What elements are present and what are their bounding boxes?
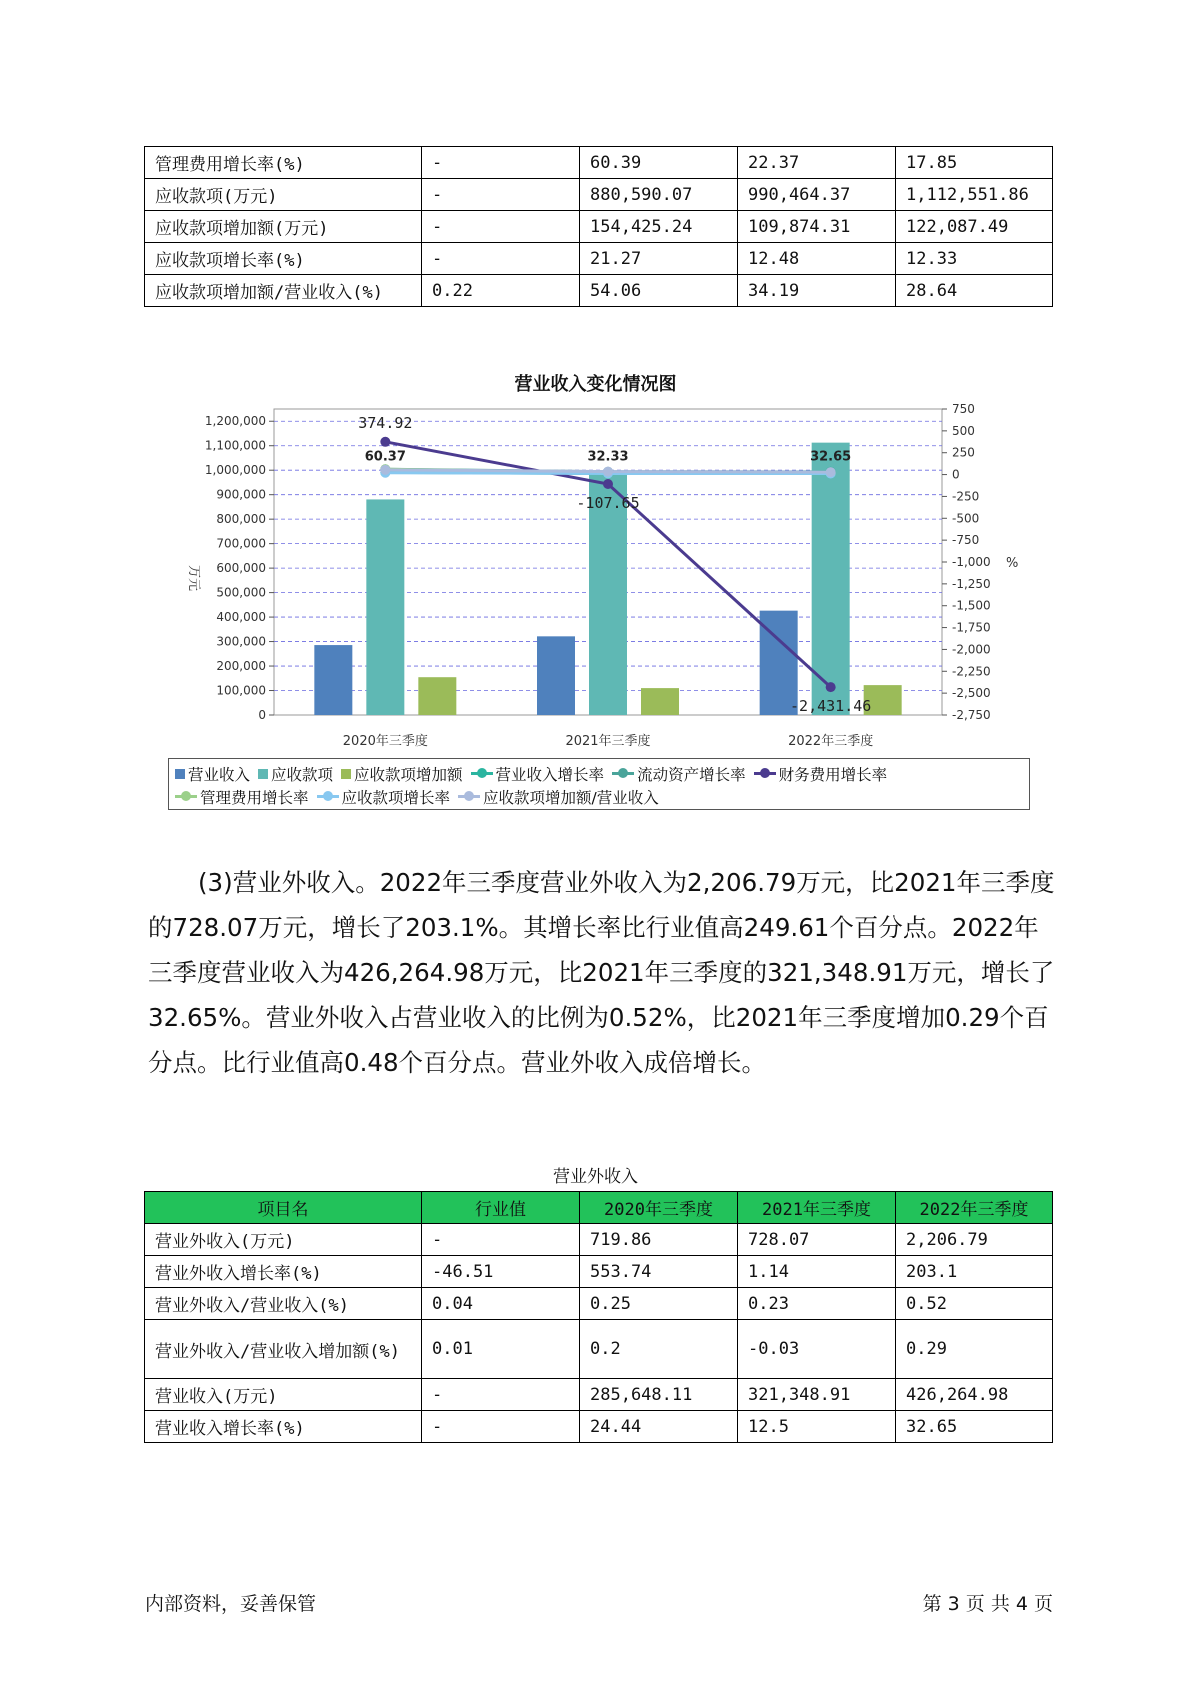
- value-cell: 990,464.37: [738, 179, 896, 211]
- value-cell: 54.06: [580, 275, 738, 307]
- value-cell: 0.23: [738, 1288, 896, 1320]
- value-cell: 321,348.91: [738, 1379, 896, 1411]
- legend-swatch: [258, 769, 268, 779]
- legend-item: [175, 786, 309, 808]
- legend-label: 管理费用增长率: [200, 788, 309, 807]
- bar-应收款项增加额: [641, 688, 679, 715]
- y-tick-label: 100,000: [216, 683, 266, 698]
- value-cell: -0.03: [738, 1320, 896, 1379]
- column-header: 项目名: [145, 1192, 422, 1224]
- value-cell: 60.39: [580, 147, 738, 179]
- legend-item: [258, 763, 333, 785]
- x-tick-label: 2022年三季度: [788, 734, 874, 749]
- row-label-cell: 营业外收入/营业收入(%): [145, 1288, 422, 1320]
- y2-tick-label: -2,750: [952, 708, 991, 722]
- value-cell: 426,264.98: [896, 1379, 1053, 1411]
- y2-tick-label: 250: [952, 445, 975, 460]
- table-2-caption: 营业外收入: [553, 1167, 638, 1187]
- y2-tick-label: -2,500: [952, 686, 991, 701]
- y-axis-label: 万元: [186, 565, 201, 592]
- value-cell: -: [422, 147, 580, 179]
- value-cell: -: [422, 243, 580, 275]
- value-cell: 2,206.79: [896, 1224, 1053, 1256]
- x-tick-label: 2021年三季度: [565, 734, 651, 749]
- value-cell: 0.04: [422, 1288, 580, 1320]
- data-label: -2,431.46: [790, 697, 872, 716]
- y-tick-label: 500,000: [216, 585, 266, 600]
- data-label: -107.65: [576, 493, 640, 512]
- legend-label: 营业收入增长率: [495, 765, 605, 784]
- legend-item: [458, 786, 659, 808]
- bar-应收款项: [366, 499, 404, 715]
- y2-tick-label: -1,500: [952, 598, 991, 613]
- value-cell: 12.5: [738, 1411, 896, 1443]
- y-tick-label: 0: [258, 708, 266, 722]
- legend-label: 应收款项增加额: [354, 765, 463, 784]
- value-cell: -: [422, 211, 580, 243]
- chart-title: 营业收入变化情况图: [514, 374, 677, 395]
- legend-label: 流动资产增长率: [637, 765, 746, 784]
- y2-tick-label: -2,250: [952, 664, 991, 679]
- y-tick-label: 1,100,000: [204, 438, 266, 453]
- paragraph-text: (3)营业外收入。2022年三季度营业外收入为2,206.79万元，比2021年三季度的728.07万元，增长了203.1%。其增长率比行业值高249.61个百分点。2022年三季度营业收入为426,264.98万元，比2021年三季度的321,348.91万元，增长了32.65%。营业外收入占营业收入的比例为0.52%，比2021年三季度增加0.29个百分点。比行业值高0.48个百分点。营业外收入成倍增长。: [148, 868, 1055, 1077]
- value-cell: -46.51: [422, 1256, 580, 1288]
- legend-swatch: [471, 772, 493, 775]
- value-cell: 719.86: [580, 1224, 738, 1256]
- y2-tick-label: -750: [952, 533, 980, 548]
- row-label-cell: 营业收入(万元): [145, 1379, 422, 1411]
- value-cell: 154,425.24: [580, 211, 738, 243]
- row-label-cell: 应收款项增长率(%): [145, 243, 422, 275]
- value-cell: 12.48: [738, 243, 896, 275]
- value-cell: 203.1: [896, 1256, 1053, 1288]
- point-财务费用增长率: [603, 479, 613, 489]
- table-row: [145, 1224, 1053, 1256]
- row-label-cell: 营业外收入(万元): [145, 1224, 422, 1256]
- financial-table-1: [144, 146, 1053, 307]
- value-cell: 1,112,551.86: [896, 179, 1053, 211]
- value-cell: 109,874.31: [738, 211, 896, 243]
- table-2-header-row: [145, 1192, 1053, 1224]
- financial-table-1-body: [145, 147, 1053, 307]
- legend-swatch: [754, 772, 776, 775]
- y-tick-label: 1,000,000: [204, 463, 266, 478]
- value-cell: 32.65: [896, 1411, 1053, 1443]
- value-cell: 24.44: [580, 1411, 738, 1443]
- legend-item: [754, 763, 888, 785]
- y-tick-label: 400,000: [216, 610, 266, 625]
- column-header: 2021年三季度: [738, 1192, 896, 1224]
- y-tick-label: 600,000: [216, 561, 266, 576]
- y2-tick-label: -1,750: [952, 620, 991, 635]
- row-label-cell: 管理费用增长率(%): [145, 147, 422, 179]
- legend-swatch: [175, 769, 185, 779]
- table-row: [145, 211, 1053, 243]
- legend-item: [341, 763, 463, 785]
- y2-tick-label: 0: [952, 467, 960, 482]
- y-tick-label: 700,000: [216, 536, 266, 551]
- value-cell: 122,087.49: [896, 211, 1053, 243]
- overlap-data-label: 60.37: [364, 449, 406, 465]
- legend-swatch: [612, 772, 634, 775]
- value-cell: 728.07: [738, 1224, 896, 1256]
- value-cell: 1.14: [738, 1256, 896, 1288]
- bar-应收款项增加额: [418, 677, 456, 715]
- value-cell: -: [422, 1224, 580, 1256]
- bar-营业收入: [537, 636, 575, 715]
- column-header: 2022年三季度: [896, 1192, 1053, 1224]
- y2-axis-label: %: [1006, 556, 1019, 571]
- table-row: [145, 1320, 1053, 1379]
- legend-label: 应收款项增长率: [341, 788, 451, 807]
- table-row: [145, 1411, 1053, 1443]
- legend-item: [471, 763, 605, 785]
- value-cell: 17.85: [896, 147, 1053, 179]
- legend-item: [317, 786, 451, 808]
- value-cell: 880,590.07: [580, 179, 738, 211]
- row-label-cell: 应收款项(万元): [145, 179, 422, 211]
- y2-tick-label: -1,250: [952, 576, 991, 591]
- legend-item: [612, 763, 746, 785]
- body-paragraph: [148, 860, 1058, 1085]
- y2-tick-label: -500: [952, 511, 980, 526]
- y-tick-label: 900,000: [216, 487, 266, 502]
- column-header: 行业值: [422, 1192, 580, 1224]
- value-cell: 553.74: [580, 1256, 738, 1288]
- column-header: 2020年三季度: [580, 1192, 738, 1224]
- legend-swatch: [317, 795, 339, 798]
- row-label-cell: 营业外收入增长率(%): [145, 1256, 422, 1288]
- footer-confidential-note: 内部资料，妥善保管: [145, 1593, 317, 1615]
- legend-swatch: [175, 795, 197, 798]
- y-tick-label: 300,000: [216, 634, 266, 649]
- y-tick-label: 1,200,000: [204, 414, 266, 429]
- y2-tick-label: 750: [952, 402, 975, 416]
- footer-page-number: 第 3 页 共 4 页: [922, 1593, 1053, 1615]
- legend-label: 营业收入: [188, 765, 251, 784]
- y2-tick-label: -1,000: [952, 555, 991, 569]
- table-row: [145, 275, 1053, 307]
- value-cell: 12.33: [896, 243, 1053, 275]
- row-label-cell: 应收款项增加额(万元): [145, 211, 422, 243]
- legend-label: 应收款项增加额/营业收入: [483, 788, 659, 807]
- y2-tick-label: -250: [952, 489, 980, 504]
- y2-tick-label: -2,000: [952, 642, 991, 657]
- non-operating-income-table: [144, 1191, 1053, 1443]
- data-label: 374.92: [358, 413, 413, 432]
- value-cell: 0.22: [422, 275, 580, 307]
- value-cell: 0.2: [580, 1320, 738, 1379]
- row-label-cell: 营业外收入/营业收入增加额(%): [145, 1320, 422, 1379]
- legend-swatch: [458, 795, 480, 798]
- value-cell: 34.19: [738, 275, 896, 307]
- point-应收款项增加额/营业收入: [603, 467, 613, 477]
- table-row: [145, 1379, 1053, 1411]
- point-应收款项增加额/营业收入: [826, 467, 836, 477]
- value-cell: 21.27: [580, 243, 738, 275]
- row-label-cell: 应收款项增加额/营业收入(%): [145, 275, 422, 307]
- value-cell: 0.52: [896, 1288, 1053, 1320]
- overlap-data-label: 32.65: [810, 449, 852, 465]
- value-cell: -: [422, 1379, 580, 1411]
- value-cell: 0.29: [896, 1320, 1053, 1379]
- table-2-body: [145, 1224, 1053, 1443]
- value-cell: -: [422, 1411, 580, 1443]
- value-cell: 285,648.11: [580, 1379, 738, 1411]
- table-row: [145, 179, 1053, 211]
- value-cell: 28.64: [896, 275, 1053, 307]
- bar-营业收入: [314, 645, 352, 715]
- legend-row-2: [175, 785, 1023, 808]
- table-row: [145, 1256, 1053, 1288]
- table-row: [145, 147, 1053, 179]
- overlap-data-label: 32.33: [587, 449, 629, 465]
- row-label-cell: 营业收入增长率(%): [145, 1411, 422, 1443]
- value-cell: 22.37: [738, 147, 896, 179]
- point-财务费用增长率: [826, 682, 836, 692]
- table-row: [145, 1288, 1053, 1320]
- legend-label: 财务费用增长率: [778, 765, 888, 784]
- value-cell: 0.25: [580, 1288, 738, 1320]
- legend-swatch: [341, 769, 351, 779]
- y-tick-label: 200,000: [216, 659, 266, 674]
- revenue-chart: [160, 395, 1040, 755]
- legend-label: 应收款项: [271, 765, 334, 784]
- chart-legend: [168, 758, 1030, 810]
- table-row: [145, 243, 1053, 275]
- point-应收款项增加额/营业收入: [380, 465, 390, 475]
- x-tick-label: 2020年三季度: [342, 734, 428, 749]
- value-cell: 0.01: [422, 1320, 580, 1379]
- y-tick-label: 800,000: [216, 512, 266, 527]
- point-财务费用增长率: [380, 437, 390, 447]
- value-cell: -: [422, 179, 580, 211]
- legend-item: [175, 763, 250, 785]
- y2-tick-label: 500: [952, 423, 975, 438]
- legend-row-1: [175, 762, 1023, 785]
